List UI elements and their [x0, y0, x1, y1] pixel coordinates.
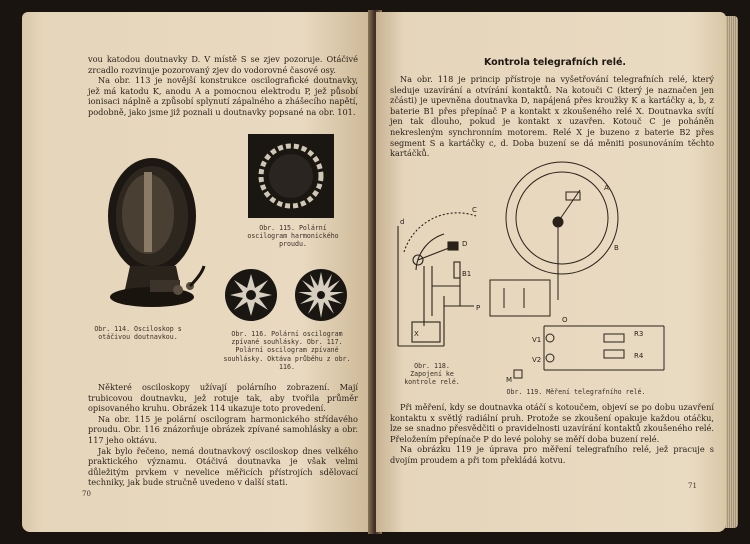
- caption-fig115: Obr. 115. Polární oscilogram harmonického proudu.: [247, 224, 339, 249]
- label-R3: R3: [634, 330, 644, 338]
- left-paragraph-3: Některé osciloskopy užívají polárního zobrazení. Mají trubicovou doutnavku, jež rotuje tak, aby tvořila průměr opisovaného kruhu. Obrázek 114 ukazuje toto provedení.: [88, 382, 358, 414]
- left-page: [22, 12, 372, 532]
- label-R4: R4: [634, 352, 644, 360]
- label-V1: V1: [532, 336, 542, 344]
- figure-114-oscilloscope: [90, 154, 206, 319]
- caption-fig114: Obr. 114. Osciloskop s otáčivou doutnavkou.: [94, 325, 182, 342]
- caption-fig116-117: Obr. 116. Polární oscilogram zpívané souhlásky. Obr. 117. Polární oscilogram zpívané souhlásky. Oktáva průběhu z obr. 116.: [223, 330, 351, 371]
- label-O: O: [562, 316, 568, 324]
- label-B1: B1: [462, 270, 472, 278]
- left-paragraph-5: Jak bylo řečeno, nemá doutnavkový osciloskop dnes velkého praktického významu. Otáčivá doutnavka je však velmi důležitým prvkem v nevelice měřicích přístrojích sdělovací techniky, jak bude stručně uvedeno v další stati.: [88, 445, 358, 488]
- label-A: A: [604, 184, 609, 192]
- right-page: [376, 12, 726, 532]
- right-intro-text: [390, 74, 714, 159]
- right-paragraph-3: Na obrázku 119 je úprava pro měření telegrafního relé, jež pracuje s dvojím proudem a při tom překládá kotvu.: [390, 444, 714, 465]
- left-paragraph-4: Na obr. 115 je polární oscilogram harmonického střídavého proudu. Obr. 116 znázorňuje obrázek zpívané samohlásky a obr. 117 jeho oktávu.: [88, 413, 358, 445]
- right-paragraph-1: Na obr. 118 je princip přístroje na vyšetřování telegrafních relé, který sleduje uzavírání a otvírání kontaktů. Na kotouči C (který je naznačen jen zčásti) je upevněna doutnavka D, napájená přes kroužky K a kartáčky a, b, z baterie B1 přes přepínač P a kontakt x zkoušeného relé X. Doutnavka svítí jen tak dlouho, pokud je kontakt x uzavřen. Kotouč C je poháněn nekresleným synchronním motorem. Relé X je buzeno z baterie B2 přes segment S a kartáčky c, d. Doba buzení se dá měniti posunováním těchto kartáčků.: [390, 74, 714, 159]
- label-D: D: [462, 240, 468, 248]
- figure-119-relay-measurement: [484, 150, 680, 386]
- caption-fig119: Obr. 119. Měření telegrafního relé.: [506, 388, 646, 396]
- page-edges: [724, 16, 738, 528]
- right-paragraph-2: Při měření, kdy se doutnavka otáčí s kotoučem, objeví se po dobu uzavření kontaktu x světlý radiální pruh. Protože se zkoušení opakuje každou otáčku, lze se snadno přesvědčiti o pravidelnosti uzavírání kontaktů zkoušeného relé. Přeložením přepínače P do levé polohy se měří doba buzení relé.: [390, 402, 714, 444]
- label-V2: V2: [532, 356, 542, 364]
- caption-fig118: Obr. 118. Zapojení ke kontrole relé.: [404, 362, 460, 387]
- label-C: C: [472, 206, 477, 214]
- label-B: B: [614, 244, 619, 252]
- figure-117-polar-oscillogram: [294, 268, 348, 322]
- left-paragraph-1: vou katodou doutnavky D. V místě S se zjev pozoruje. Otáčivé zrcadlo rozvinuje pozorovaný zjev do vodorovné časové osy.: [88, 54, 358, 75]
- left-body-text: [88, 382, 358, 488]
- label-d: d: [400, 218, 405, 226]
- left-intro-text: [88, 54, 358, 118]
- page-number-left: 70: [82, 490, 91, 498]
- left-paragraph-2: Na obr. 113 je novější konstrukce oscilografické doutnavky, jež má katodu K, anodu A a pomocnou elektrodu P, jež působí ionisaci náplně a způsobí splynutí zápalného a zhášecího napětí, podobně, jako jsme již poznali u doutnavky popsané na obr. 101.: [88, 75, 358, 117]
- label-P: P: [476, 304, 481, 312]
- section-heading: Kontrola telegrafních relé.: [483, 57, 627, 68]
- figure-115-polar-oscillogram: [248, 134, 334, 218]
- page-number-right: 71: [688, 482, 697, 490]
- label-X: X: [414, 330, 419, 338]
- figure-116-polar-oscillogram: [224, 268, 278, 322]
- label-M: M: [506, 376, 513, 384]
- right-body-text: [390, 402, 714, 466]
